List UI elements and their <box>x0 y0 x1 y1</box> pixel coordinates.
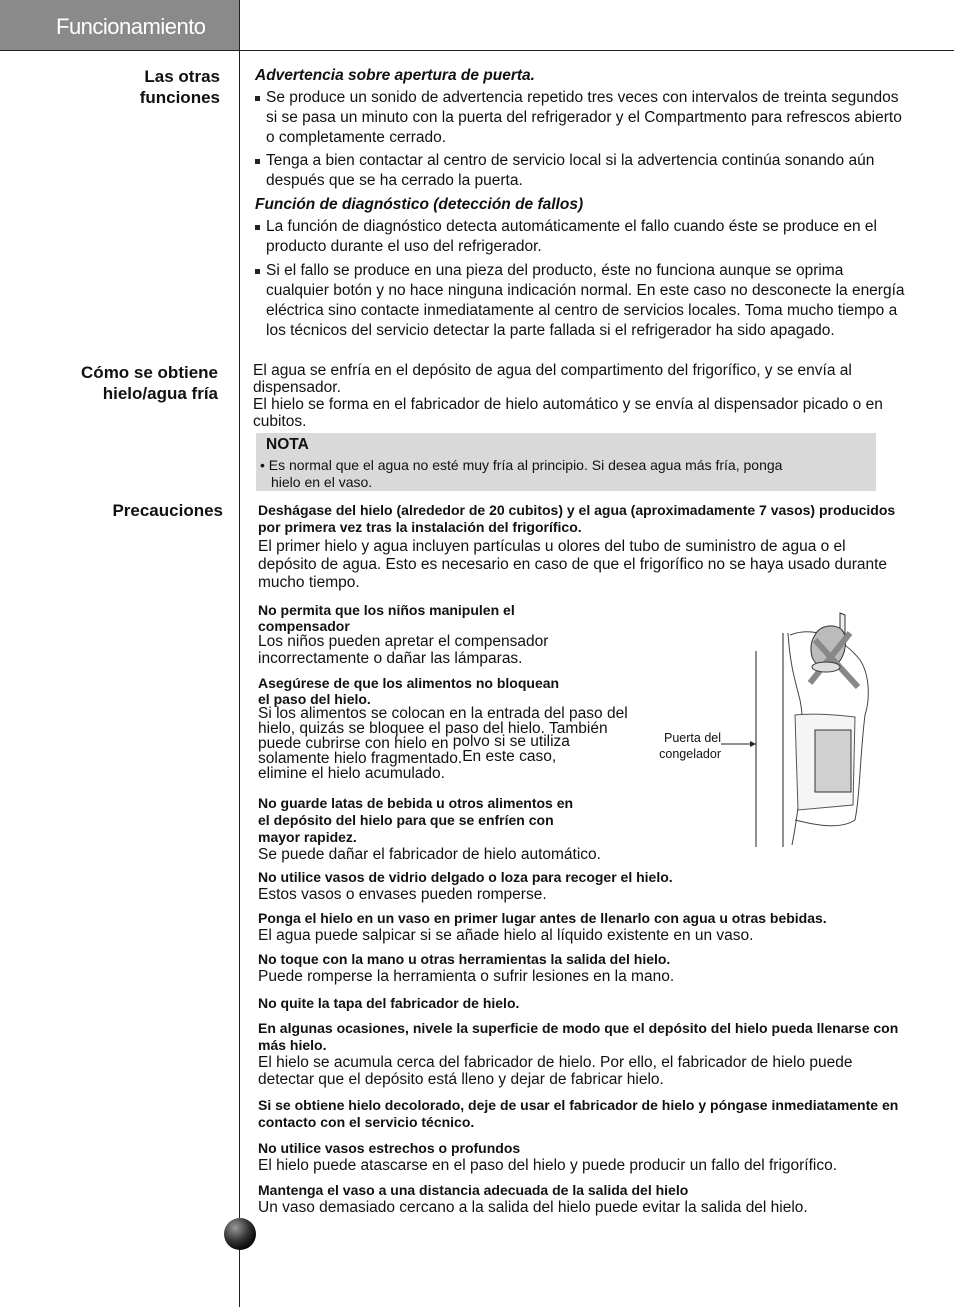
precauciones-rest <box>258 869 903 1216</box>
figure-label <box>648 730 721 762</box>
precaucion-text: El hielo puede atascarse en el paso del hielo y puede producir un fallo del frigorífico. <box>258 1157 838 1174</box>
nota-box <box>256 433 876 491</box>
precaucion-text: El primer hielo y agua incluyen partículas u olores del tubo de suministro de agua o el depósito de agua. Esto es necesario en caso de que el frigorífico no se haya usado durante mucho tiempo. <box>258 538 888 591</box>
heading-otras-funciones <box>140 66 220 108</box>
freezer-door-illustration <box>720 605 890 850</box>
text-span: solamente hielo fragmentado. <box>258 750 463 767</box>
precaucion-text: Si los alimentos se colocan en la entrada del paso del <box>258 705 628 722</box>
text-span: polvo si se utiliza <box>452 733 570 750</box>
heading-hielo-agua <box>81 362 218 404</box>
advertencia-bullet: Tenga a bien contactar al centro de servicio local si la advertencia continúa sonando aún después que se ha cerrado la puerta. <box>255 151 905 191</box>
advertencia-section <box>255 66 905 341</box>
precaucion-bold: el paso del hielo. <box>258 691 371 707</box>
heading-line: funciones <box>139 88 220 107</box>
precaucion-bold: Mantenga el vaso a una distancia adecuada de la salida del hielo <box>258 1182 689 1198</box>
precaucion-bold: compensador <box>258 618 350 634</box>
header-tab <box>0 0 239 50</box>
precaucion-bold: el depósito del hielo para que se enfríen con <box>258 812 554 828</box>
nota-title: NOTA <box>266 436 309 453</box>
header-divider <box>0 50 954 51</box>
precaucion-text: incorrectamente o dañar las lámparas. <box>258 650 523 667</box>
precaucion-text: Puede romperse la herramienta o sufrir lesiones en la mano. <box>258 968 675 985</box>
precaucion-ninos <box>258 602 658 667</box>
advertencia-title: Advertencia sobre apertura de puerta. <box>255 67 535 84</box>
precauciones-intro <box>258 502 898 592</box>
diagnostico-bullet: La función de diagnóstico detecta automáticamente el fallo cuando éste se produce en el producto durante el uso del refrigerador. <box>255 217 905 257</box>
precaucion-bold: Si se obtiene hielo decolorado, deje de usar el fabricador de hielo y póngase inmediatamente en contacto con el servicio técnico. <box>258 1097 899 1130</box>
nota-line: hielo en el vaso. <box>271 474 373 490</box>
precaucion-text: Un vaso demasiado cercano a la salida del hielo puede evitar la salida del hielo. <box>258 1199 808 1216</box>
nota-line: • Es normal que el agua no esté muy fría al principio. Si desea agua más fría, ponga <box>260 457 783 473</box>
precaucion-text: El hielo se acumula cerca del fabricador de hielo. Por ello, el fabricador de hielo puede detectar que el depósito está lleno y dejar de fabricar hielo. <box>258 1054 853 1088</box>
text-span: En este caso, <box>462 748 557 765</box>
precaucion-bold: No utilice vasos de vidrio delgado o loza para recoger el hielo. <box>258 869 673 885</box>
precaucion-text: Se puede dañar el fabricador de hielo automático. <box>258 846 601 863</box>
page-title: Funcionamiento <box>56 14 206 39</box>
precaucion-bold: En algunas ocasiones, nivele la superficie de modo que el depósito del hielo pueda llenarse con más hielo. <box>258 1020 899 1053</box>
hielo-paragraph: El hielo se forma en el fabricador de hielo automático y se envía al dispensador picado o en cubitos. <box>253 396 883 430</box>
text-span: puede cubrirse con hielo en <box>258 735 449 752</box>
heading-line: Las otras <box>144 67 220 86</box>
precaucion-text <box>258 748 678 767</box>
precaucion-text: Estos vasos o envases pueden romperse. <box>258 886 547 903</box>
heading-precauciones: Precauciones <box>112 501 223 520</box>
advertencia-bullet: Se produce un sonido de advertencia repetido tres veces con intervalos de treinta segundos si se pasa un minuto con la puerta del refrigerador y el Compartmento para refrescos abierto o completamente cerrado. <box>255 88 905 148</box>
heading-line: Cómo se obtiene <box>81 363 218 382</box>
figure-label-line: congelador <box>659 747 721 761</box>
leader-arrow <box>750 741 756 747</box>
precaucion-bold: Deshágase del hielo (alrededor de 20 cubitos) y el agua (aproximadamente 7 vasos) producidos por primera vez tras la instalación del frigorífico. <box>258 502 896 535</box>
figure-label-line: Puerta del <box>664 731 721 745</box>
precaucion-alimentos <box>258 675 678 781</box>
ice-bin-panel <box>815 730 851 792</box>
precaucion-text: hielo, quizás se bloquee el paso del hielo. También <box>258 720 608 737</box>
precaucion-bold: Asegúrese de que los alimentos no bloquean <box>258 675 560 691</box>
hielo-paragraph: El agua se enfría en el depósito de agua del compartimento del frigorífico, y se envía al dispensador. <box>253 362 852 396</box>
precaucion-bold: mayor rapidez. <box>258 829 357 845</box>
page-marker-icon <box>224 1218 256 1250</box>
precaucion-latas <box>258 795 658 863</box>
precaucion-text: Los niños pueden apretar el compensador <box>258 633 549 650</box>
precaucion-bold: Ponga el hielo en un vaso en primer lugar antes de llenarlo con agua u otras bebidas. <box>258 910 827 926</box>
diagnostico-bullet: Si el fallo se produce en una pieza del producto, éste no funciona aunque se oprima cualquier botón y no hace ninguna indicación normal. En este caso no desconecte la energía eléctrica sino contacte inmediatamente al centro de servicios locales. Toma mucho tiempo a los técnicos del servicio detectar la parte fallada si el refrigerador ha sido apagado. <box>255 261 905 341</box>
precaucion-bold: No utilice vasos estrechos o profundos <box>258 1140 521 1156</box>
precaucion-bold: No guarde latas de bebida u otros alimentos en <box>258 795 574 811</box>
column-divider <box>239 0 240 1307</box>
precaucion-bold: No toque con la mano u otras herramientas la salida del hielo. <box>258 951 671 967</box>
hielo-section <box>253 362 901 430</box>
diagnostico-title: Función de diagnóstico (detección de fallos) <box>255 196 584 213</box>
precaucion-text: El agua puede salpicar si se añade hielo al líquido existente en un vaso. <box>258 927 754 944</box>
heading-line: hielo/agua fría <box>102 384 218 403</box>
precaucion-bold: No quite la tapa del fabricador de hielo. <box>258 995 520 1011</box>
precaucion-bold: No permita que los niños manipulen el <box>258 602 515 618</box>
nota-text <box>260 457 860 491</box>
dispenser-lever <box>812 662 840 672</box>
precaucion-text: elimine el hielo acumulado. <box>258 765 445 782</box>
